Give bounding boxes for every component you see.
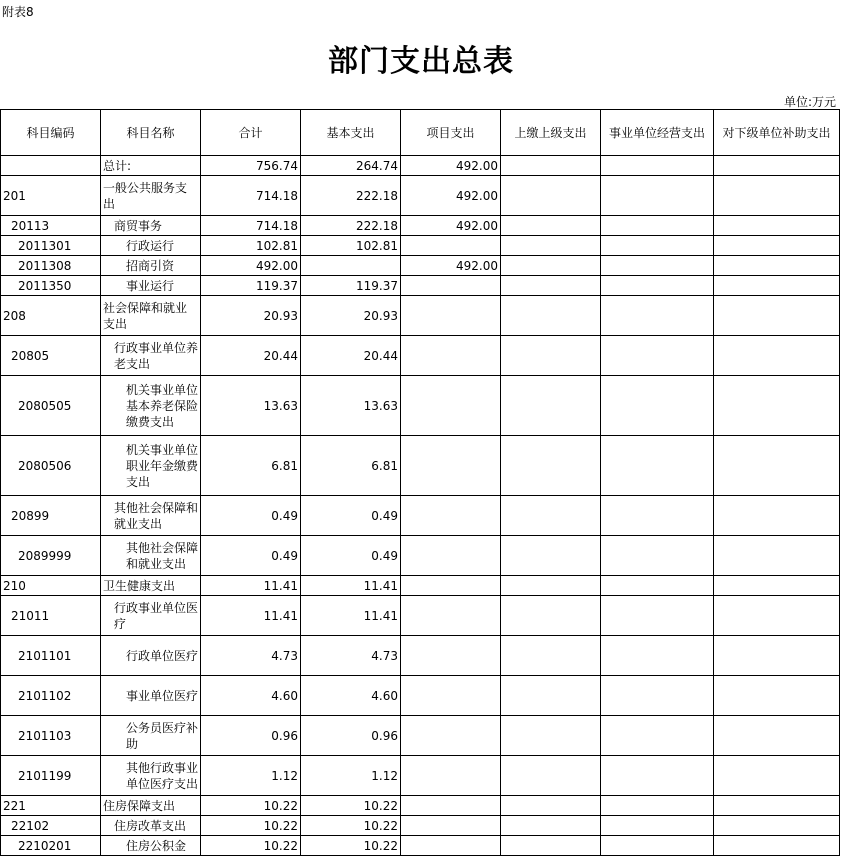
business-operation-cell: [601, 296, 714, 336]
subsidy-to-subordinate-cell: [714, 156, 840, 176]
remit-to-superior-cell: [501, 336, 601, 376]
remit-to-superior-cell: [501, 676, 601, 716]
total-cell: 4.73: [201, 636, 301, 676]
subject-name-cell: 机关事业单位职业年金缴费支出: [101, 436, 201, 496]
header-row: [1, 110, 840, 156]
expenditure-table: [0, 109, 840, 856]
total-cell: 10.22: [201, 816, 301, 836]
total-cell: 10.22: [201, 796, 301, 816]
subsidy-to-subordinate-cell: [714, 376, 840, 436]
unit-label: 单位:万元: [783, 95, 836, 109]
table-row: [1, 756, 840, 796]
basic-expenditure-cell: 10.22: [301, 816, 401, 836]
project-expenditure-cell: 492.00: [401, 256, 501, 276]
remit-to-superior-cell: [501, 216, 601, 236]
subject-name-cell: 事业单位医疗: [101, 676, 201, 716]
subsidy-to-subordinate-cell: [714, 336, 840, 376]
project-expenditure-cell: [401, 676, 501, 716]
business-operation-cell: [601, 276, 714, 296]
basic-expenditure-cell: 11.41: [301, 576, 401, 596]
header-subject-name: 科目名称: [101, 110, 201, 156]
subsidy-to-subordinate-cell: [714, 276, 840, 296]
table-row: [1, 816, 840, 836]
business-operation-cell: [601, 796, 714, 816]
project-expenditure-cell: [401, 536, 501, 576]
table-row: [1, 676, 840, 716]
table-row: [1, 836, 840, 856]
total-cell: 119.37: [201, 276, 301, 296]
subject-code-cell: [1, 156, 101, 176]
table-row: [1, 796, 840, 816]
remit-to-superior-cell: [501, 816, 601, 836]
remit-to-superior-cell: [501, 436, 601, 496]
subject-code-cell: 21011: [1, 596, 101, 636]
remit-to-superior-cell: [501, 796, 601, 816]
subsidy-to-subordinate-cell: [714, 176, 840, 216]
remit-to-superior-cell: [501, 536, 601, 576]
total-cell: 0.49: [201, 536, 301, 576]
project-expenditure-cell: [401, 596, 501, 636]
subsidy-to-subordinate-cell: [714, 216, 840, 236]
business-operation-cell: [601, 676, 714, 716]
basic-expenditure-cell: 13.63: [301, 376, 401, 436]
table-row: [1, 256, 840, 276]
project-expenditure-cell: [401, 436, 501, 496]
basic-expenditure-cell: 4.60: [301, 676, 401, 716]
business-operation-cell: [601, 716, 714, 756]
table-row: [1, 436, 840, 496]
subject-name-cell: 事业运行: [101, 276, 201, 296]
table-row: [1, 636, 840, 676]
subject-code-cell: 20113: [1, 216, 101, 236]
project-expenditure-cell: [401, 636, 501, 676]
subject-name-cell: 机关事业单位基本养老保险缴费支出: [101, 376, 201, 436]
basic-expenditure-cell: 222.18: [301, 176, 401, 216]
basic-expenditure-cell: 4.73: [301, 636, 401, 676]
subject-name-cell: 其他行政事业单位医疗支出: [101, 756, 201, 796]
subsidy-to-subordinate-cell: [714, 256, 840, 276]
basic-expenditure-cell: 264.74: [301, 156, 401, 176]
project-expenditure-cell: [401, 236, 501, 256]
project-expenditure-cell: 492.00: [401, 156, 501, 176]
business-operation-cell: [601, 836, 714, 856]
basic-expenditure-cell: 0.96: [301, 716, 401, 756]
business-operation-cell: [601, 496, 714, 536]
subsidy-to-subordinate-cell: [714, 756, 840, 796]
project-expenditure-cell: [401, 376, 501, 436]
subsidy-to-subordinate-cell: [714, 496, 840, 536]
subject-name-cell: 其他社会保障和就业支出: [101, 536, 201, 576]
total-cell: 20.93: [201, 296, 301, 336]
subject-name-cell: 公务员医疗补助: [101, 716, 201, 756]
subject-code-cell: 20805: [1, 336, 101, 376]
remit-to-superior-cell: [501, 296, 601, 336]
subject-name-cell: 卫生健康支出: [101, 576, 201, 596]
subject-code-cell: 201: [1, 176, 101, 216]
table-row: [1, 236, 840, 256]
total-cell: 492.00: [201, 256, 301, 276]
table-row: [1, 596, 840, 636]
subject-code-cell: 2011301: [1, 236, 101, 256]
project-expenditure-cell: [401, 296, 501, 336]
subject-name-cell: 行政事业单位养老支出: [101, 336, 201, 376]
subject-name-cell: 住房公积金: [101, 836, 201, 856]
page-title: 部门支出总表: [328, 44, 514, 79]
project-expenditure-cell: [401, 496, 501, 536]
total-cell: 102.81: [201, 236, 301, 256]
table-row: [1, 716, 840, 756]
remit-to-superior-cell: [501, 276, 601, 296]
subject-name-cell: 住房保障支出: [101, 796, 201, 816]
remit-to-superior-cell: [501, 636, 601, 676]
project-expenditure-cell: [401, 336, 501, 376]
total-cell: 13.63: [201, 376, 301, 436]
remit-to-superior-cell: [501, 596, 601, 636]
business-operation-cell: [601, 336, 714, 376]
table-row: [1, 176, 840, 216]
subsidy-to-subordinate-cell: [714, 636, 840, 676]
remit-to-superior-cell: [501, 156, 601, 176]
business-operation-cell: [601, 756, 714, 796]
subject-code-cell: 2101103: [1, 716, 101, 756]
business-operation-cell: [601, 576, 714, 596]
subject-name-cell: 社会保障和就业支出: [101, 296, 201, 336]
project-expenditure-cell: [401, 836, 501, 856]
remit-to-superior-cell: [501, 236, 601, 256]
subsidy-to-subordinate-cell: [714, 816, 840, 836]
subject-name-cell: 其他社会保障和就业支出: [101, 496, 201, 536]
header-project-expenditure: 项目支出: [401, 110, 501, 156]
header-subsidy-to-subordinate: 对下级单位补助支出: [714, 110, 840, 156]
subject-code-cell: 2101102: [1, 676, 101, 716]
basic-expenditure-cell: 102.81: [301, 236, 401, 256]
subject-code-cell: 210: [1, 576, 101, 596]
table-row: [1, 276, 840, 296]
remit-to-superior-cell: [501, 496, 601, 536]
attachment-label: 附表8: [2, 5, 34, 19]
subject-code-cell: 2011308: [1, 256, 101, 276]
remit-to-superior-cell: [501, 716, 601, 756]
business-operation-cell: [601, 596, 714, 636]
business-operation-cell: [601, 236, 714, 256]
remit-to-superior-cell: [501, 576, 601, 596]
subsidy-to-subordinate-cell: [714, 436, 840, 496]
basic-expenditure-cell: 222.18: [301, 216, 401, 236]
subject-name-cell: 行政单位医疗: [101, 636, 201, 676]
total-cell: 714.18: [201, 216, 301, 236]
subject-name-cell: 住房改革支出: [101, 816, 201, 836]
header-remit-to-superior: 上缴上级支出: [501, 110, 601, 156]
basic-expenditure-cell: 10.22: [301, 836, 401, 856]
table-row: [1, 496, 840, 536]
project-expenditure-cell: [401, 796, 501, 816]
header-total: 合计: [201, 110, 301, 156]
remit-to-superior-cell: [501, 176, 601, 216]
subject-code-cell: 22102: [1, 816, 101, 836]
basic-expenditure-cell: 20.44: [301, 336, 401, 376]
subject-code-cell: 20899: [1, 496, 101, 536]
subject-code-cell: 208: [1, 296, 101, 336]
subject-name-cell: 商贸事务: [101, 216, 201, 236]
business-operation-cell: [601, 216, 714, 236]
header-business-operation: 事业单位经营支出: [601, 110, 714, 156]
project-expenditure-cell: [401, 576, 501, 596]
total-cell: 0.96: [201, 716, 301, 756]
total-cell: 10.22: [201, 836, 301, 856]
subject-name-cell: 行政运行: [101, 236, 201, 256]
business-operation-cell: [601, 636, 714, 676]
subject-code-cell: 2089999: [1, 536, 101, 576]
header-basic-expenditure: 基本支出: [301, 110, 401, 156]
table-row: [1, 156, 840, 176]
total-cell: 0.49: [201, 496, 301, 536]
subject-code-cell: 2210201: [1, 836, 101, 856]
subsidy-to-subordinate-cell: [714, 296, 840, 336]
table-row: [1, 376, 840, 436]
header-subject-code: 科目编码: [1, 110, 101, 156]
project-expenditure-cell: 492.00: [401, 216, 501, 236]
business-operation-cell: [601, 156, 714, 176]
project-expenditure-cell: [401, 716, 501, 756]
subject-code-cell: 2011350: [1, 276, 101, 296]
remit-to-superior-cell: [501, 836, 601, 856]
project-expenditure-cell: [401, 276, 501, 296]
total-cell: 11.41: [201, 576, 301, 596]
basic-expenditure-cell: 11.41: [301, 596, 401, 636]
subject-code-cell: 2101199: [1, 756, 101, 796]
basic-expenditure-cell: [301, 256, 401, 276]
subject-name-cell: 总计:: [101, 156, 201, 176]
total-cell: 20.44: [201, 336, 301, 376]
total-cell: 1.12: [201, 756, 301, 796]
total-cell: 4.60: [201, 676, 301, 716]
remit-to-superior-cell: [501, 376, 601, 436]
total-cell: 11.41: [201, 596, 301, 636]
table-row: [1, 336, 840, 376]
subject-code-cell: 221: [1, 796, 101, 816]
basic-expenditure-cell: 0.49: [301, 536, 401, 576]
total-cell: 6.81: [201, 436, 301, 496]
remit-to-superior-cell: [501, 756, 601, 796]
subsidy-to-subordinate-cell: [714, 596, 840, 636]
subsidy-to-subordinate-cell: [714, 676, 840, 716]
basic-expenditure-cell: 20.93: [301, 296, 401, 336]
basic-expenditure-cell: 119.37: [301, 276, 401, 296]
project-expenditure-cell: [401, 816, 501, 836]
subsidy-to-subordinate-cell: [714, 236, 840, 256]
remit-to-superior-cell: [501, 256, 601, 276]
business-operation-cell: [601, 256, 714, 276]
subject-code-cell: 2101101: [1, 636, 101, 676]
subject-code-cell: 2080506: [1, 436, 101, 496]
table-row: [1, 296, 840, 336]
project-expenditure-cell: [401, 756, 501, 796]
table-row: [1, 576, 840, 596]
table-row: [1, 536, 840, 576]
project-expenditure-cell: 492.00: [401, 176, 501, 216]
subsidy-to-subordinate-cell: [714, 796, 840, 816]
subsidy-to-subordinate-cell: [714, 576, 840, 596]
business-operation-cell: [601, 436, 714, 496]
subsidy-to-subordinate-cell: [714, 536, 840, 576]
business-operation-cell: [601, 816, 714, 836]
business-operation-cell: [601, 376, 714, 436]
subsidy-to-subordinate-cell: [714, 716, 840, 756]
basic-expenditure-cell: 10.22: [301, 796, 401, 816]
total-cell: 714.18: [201, 176, 301, 216]
subject-name-cell: 一般公共服务支出: [101, 176, 201, 216]
total-cell: 756.74: [201, 156, 301, 176]
basic-expenditure-cell: 6.81: [301, 436, 401, 496]
subject-code-cell: 2080505: [1, 376, 101, 436]
basic-expenditure-cell: 1.12: [301, 756, 401, 796]
subsidy-to-subordinate-cell: [714, 836, 840, 856]
table-row: [1, 216, 840, 236]
basic-expenditure-cell: 0.49: [301, 496, 401, 536]
subject-name-cell: 行政事业单位医疗: [101, 596, 201, 636]
business-operation-cell: [601, 176, 714, 216]
business-operation-cell: [601, 536, 714, 576]
subject-name-cell: 招商引资: [101, 256, 201, 276]
